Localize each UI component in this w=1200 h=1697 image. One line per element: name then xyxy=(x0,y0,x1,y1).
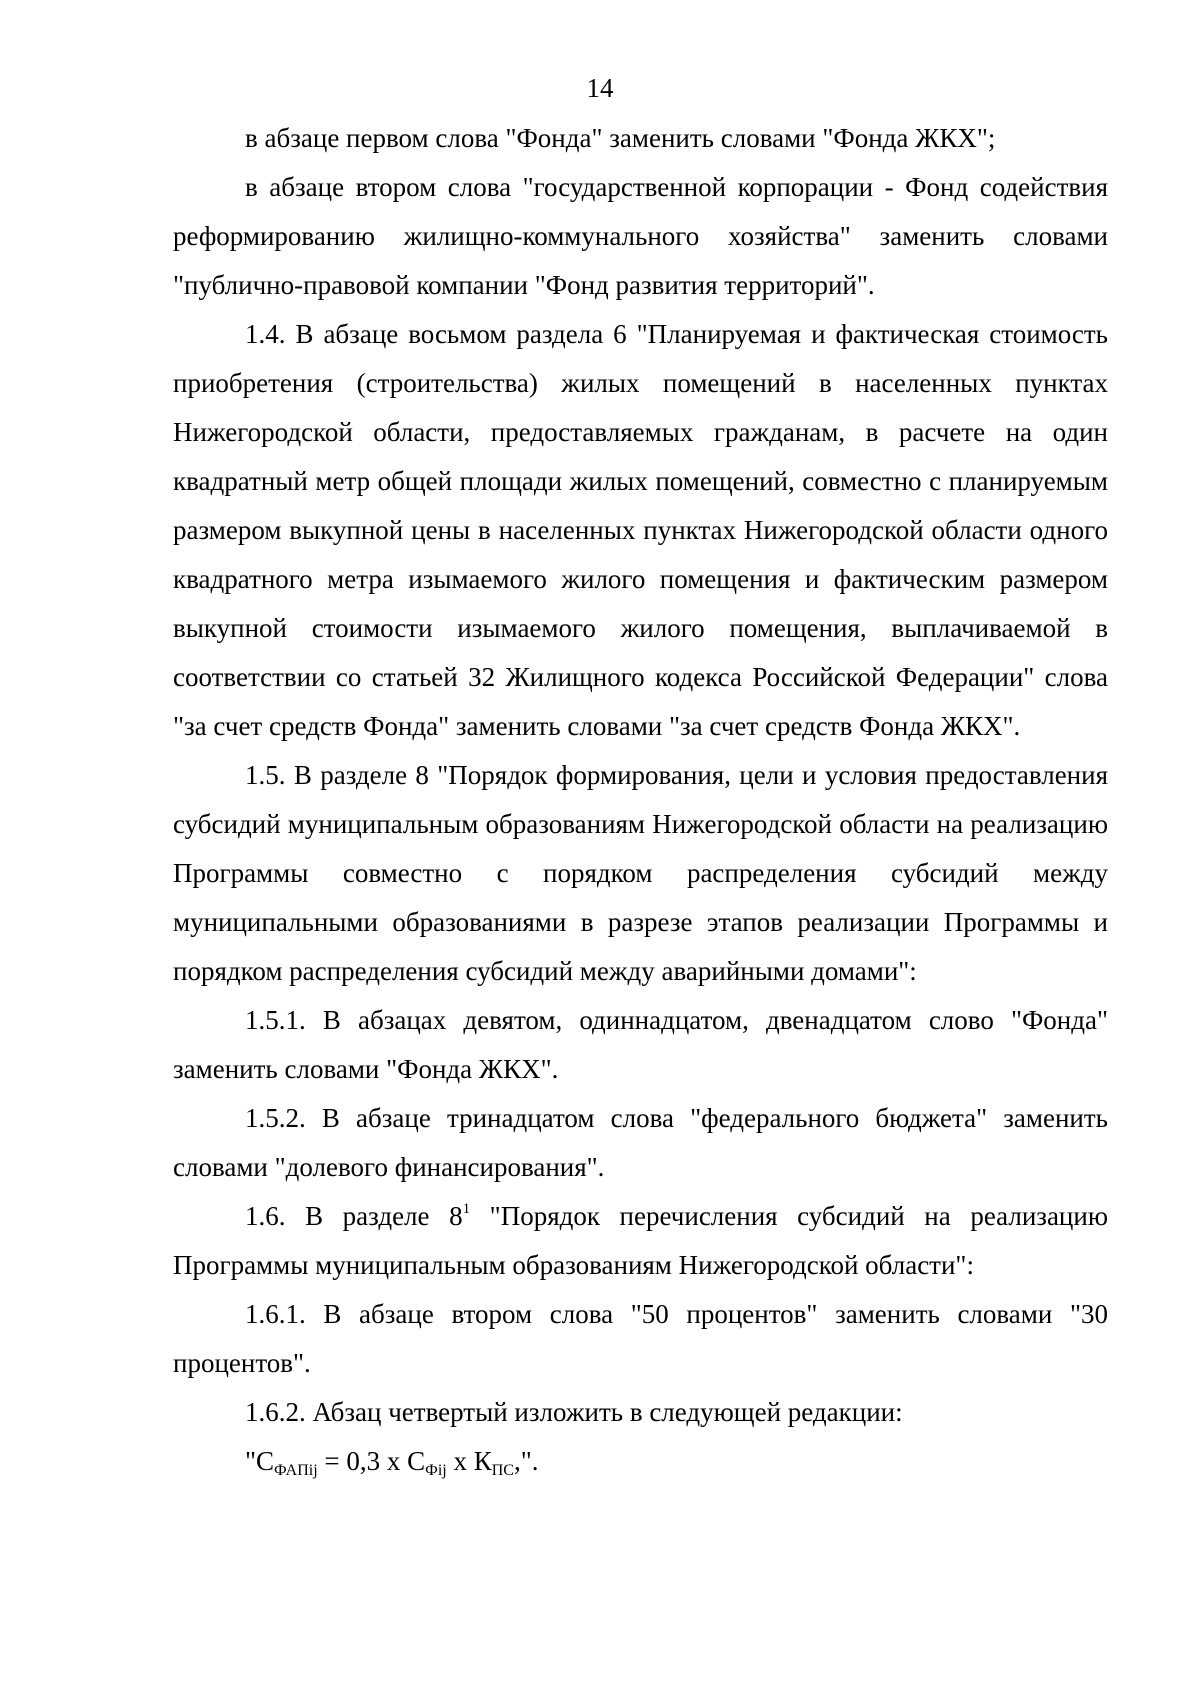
paragraph-1: в абзаце первом слова "Фонда" заменить словами "Фонда ЖКХ"; xyxy=(245,123,996,153)
formula-subscript-3: ПС xyxy=(491,1462,514,1479)
formula-line xyxy=(173,1437,1108,1486)
paragraph-1-6-start: 1.6. В разделе 8 xyxy=(245,1201,463,1231)
paragraph-1-5-1: 1.5.1. В абзацах девятом, одиннадцатом, двенадцатом слово "Фонда" заменить словами "Фонда ЖКХ". xyxy=(173,1005,1108,1084)
formula-part-4: ,". xyxy=(513,1446,539,1476)
document-body xyxy=(173,114,1108,1486)
paragraph-1-5-2: 1.5.2. В абзаце тринадцатом слова "федерального бюджета" заменить словами "долевого финансирования". xyxy=(173,1103,1108,1182)
paragraph-1-6-end: "Порядок перечисления субсидий на реализацию Программы муниципальным образованиям Нижегородской области": xyxy=(173,1201,1108,1280)
paragraph-1-6-1: 1.6.1. В абзаце втором слова "50 процентов" заменить словами "30 процентов". xyxy=(173,1299,1108,1378)
paragraph-1-6 xyxy=(173,1192,1108,1290)
page-number: 14 xyxy=(586,73,614,103)
formula-subscript-1: ФАПij xyxy=(274,1462,318,1479)
paragraph-1-5: 1.5. В разделе 8 "Порядок формирования, цели и условия предоставления субсидий муниципальным образованиям Нижегородской области на реализацию Программы совместно с порядком распределения субсидий между муниципальными образованиями в разрезе этапов реализации Программы и порядком распределения субсидий между аварийными домами": xyxy=(173,760,1108,986)
formula-part-3: х К xyxy=(446,1446,492,1476)
section-superscript: 1 xyxy=(462,1201,471,1217)
paragraph-2: в абзаце втором слова "государственной корпорации - Фонд содействия реформированию жилищно-коммунального хозяйства" заменить словами "публично-правовой компании "Фонд развития территорий". xyxy=(173,172,1108,300)
formula-part-2: = 0,3 х С xyxy=(317,1446,426,1476)
paragraph-1-6-2: 1.6.2. Абзац четвертый изложить в следующей редакции: xyxy=(245,1397,903,1427)
formula-subscript-2: Фij xyxy=(425,1462,447,1479)
formula-part-1: "С xyxy=(245,1446,275,1476)
paragraph-1-4: 1.4. В абзаце восьмом раздела 6 "Планируемая и фактическая стоимость приобретения (строительства) жилых помещений в населенных пунктах Нижегородской области, предоставляемых гражданам, в расчете на один квадратный метр общей площади жилых помещений, совместно с планируемым размером выкупной цены в населенных пунктах Нижегородской области одного квадратного метра изымаемого жилого помещения и фактическим размером выкупной стоимости изымаемого жилого помещения, выплачиваемой в соответствии со статьей 32 Жилищного кодекса Российской Федерации" слова "за счет средств Фонда" заменить словами "за счет средств Фонда ЖКХ". xyxy=(173,319,1108,741)
